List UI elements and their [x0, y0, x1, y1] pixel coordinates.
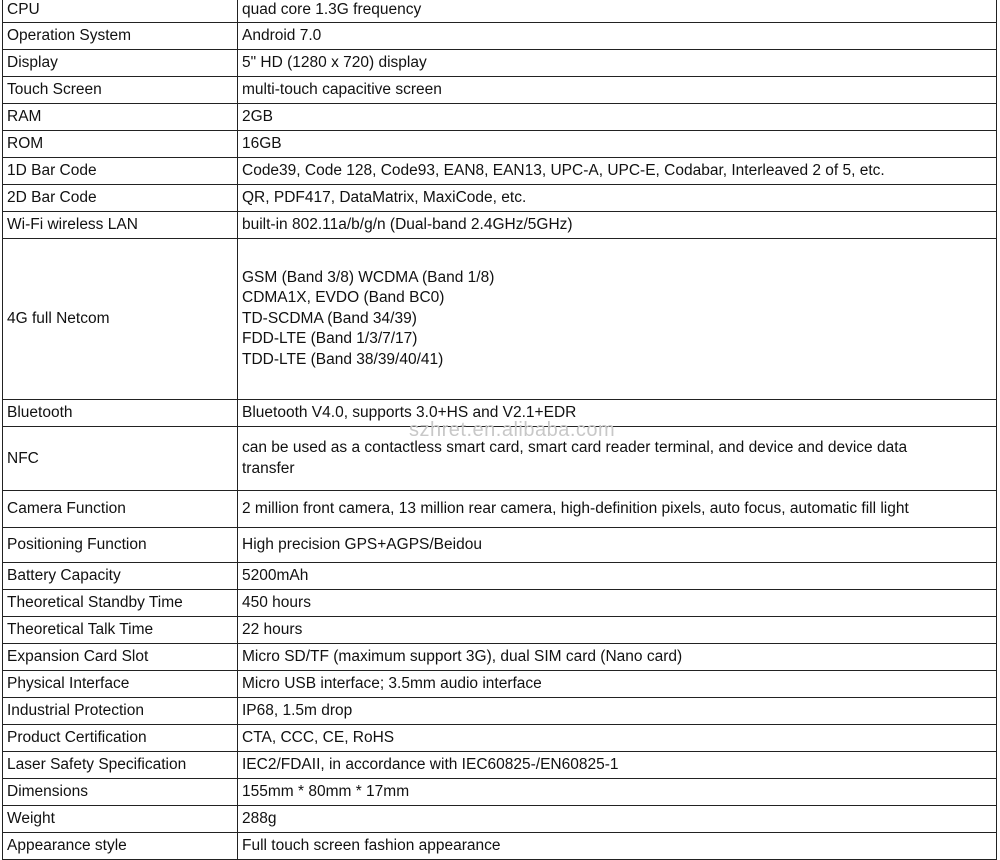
watermark-text: szhret.en.alibaba.com [409, 419, 616, 441]
spec-value: Micro USB interface; 3.5mm audio interface [238, 671, 997, 698]
spec-label: Physical Interface [3, 671, 238, 698]
spec-value: Bluetooth V4.0, supports 3.0+HS and V2.1+EDR [238, 400, 997, 427]
table-row [3, 644, 997, 671]
spec-value: 155mm * 80mm * 17mm [238, 779, 997, 806]
spec-label: 2D Bar Code [3, 185, 238, 212]
spec-label: 1D Bar Code [3, 158, 238, 185]
spec-value-line: TDD-LTE (Band 38/39/40/41) [242, 350, 444, 368]
spec-label: Laser Safety Specification [3, 752, 238, 779]
spec-value: CTA, CCC, CE, RoHS [238, 725, 997, 752]
spec-label: Bluetooth [3, 400, 238, 427]
spec-value-line: FDD-LTE (Band 1/3/7/17) [242, 330, 418, 348]
spec-value-line: transfer [242, 459, 295, 477]
spec-value-line: can be used as a contactless smart card, smart card reader terminal, and device and device data [242, 439, 908, 456]
spec-value [238, 427, 997, 491]
spec-value: 288g [238, 806, 997, 833]
spec-label: Camera Function [3, 491, 238, 528]
spec-value: 5" HD (1280 x 720) display [238, 50, 997, 77]
table-row [3, 491, 997, 528]
spec-label: Touch Screen [3, 77, 238, 104]
table-row [3, 23, 997, 50]
spec-value: QR, PDF417, DataMatrix, MaxiCode, etc. [238, 185, 997, 212]
spec-table [2, 0, 997, 860]
table-row [3, 239, 997, 400]
spec-value [238, 239, 997, 400]
table-row [3, 671, 997, 698]
spec-label: NFC [3, 427, 238, 491]
spec-label: Wi-Fi wireless LAN [3, 212, 238, 239]
spec-label: Expansion Card Slot [3, 644, 238, 671]
spec-label: 4G full Netcom [3, 239, 238, 400]
table-row [3, 131, 997, 158]
table-row [3, 0, 997, 23]
spec-value: built-in 802.11a/b/g/n (Dual-band 2.4GHz/5GHz) [238, 212, 997, 239]
table-row [3, 752, 997, 779]
table-row [3, 50, 997, 77]
table-row [3, 617, 997, 644]
table-row [3, 400, 997, 427]
spec-value: 450 hours [238, 590, 997, 617]
table-row [3, 806, 997, 833]
spec-label: Product Certification [3, 725, 238, 752]
table-row [3, 563, 997, 590]
spec-label: CPU [3, 0, 238, 23]
spec-value-line: GSM (Band 3/8) WCDMA (Band 1/8) [242, 268, 495, 286]
spec-label: Battery Capacity [3, 563, 238, 590]
spec-value: High precision GPS+AGPS/Beidou [238, 528, 997, 563]
spec-value-line: CDMA1X, EVDO (Band BC0) [242, 289, 445, 307]
table-row [3, 698, 997, 725]
table-row [3, 158, 997, 185]
spec-value: IEC2/FDAII, in accordance with IEC60825-/EN60825-1 [238, 752, 997, 779]
table-row [3, 833, 997, 860]
spec-value: Android 7.0 [238, 23, 997, 50]
spec-label: ROM [3, 131, 238, 158]
spec-value: 2GB [238, 104, 997, 131]
table-row [3, 185, 997, 212]
spec-label: Weight [3, 806, 238, 833]
spec-value: 22 hours [238, 617, 997, 644]
spec-value: Code39, Code 128, Code93, EAN8, EAN13, UPC-A, UPC-E, Codabar, Interleaved 2 of 5, etc. [238, 158, 997, 185]
spec-value: quad core 1.3G frequency [238, 0, 997, 23]
spec-label: Appearance style [3, 833, 238, 860]
spec-value: Micro SD/TF (maximum support 3G), dual SIM card (Nano card) [238, 644, 997, 671]
spec-label: RAM [3, 104, 238, 131]
spec-label: Operation System [3, 23, 238, 50]
table-row [3, 590, 997, 617]
spec-label: Display [3, 50, 238, 77]
table-row [3, 212, 997, 239]
table-row [3, 528, 997, 563]
spec-label: Theoretical Standby Time [3, 590, 238, 617]
spec-value: IP68, 1.5m drop [238, 698, 997, 725]
table-row [3, 427, 997, 491]
spec-label: Dimensions [3, 779, 238, 806]
spec-label: Theoretical Talk Time [3, 617, 238, 644]
table-row [3, 725, 997, 752]
spec-value: Full touch screen fashion appearance [238, 833, 997, 860]
table-row [3, 779, 997, 806]
spec-label: Industrial Protection [3, 698, 238, 725]
spec-value-line: TD-SCDMA (Band 34/39) [242, 309, 417, 327]
spec-value: multi-touch capacitive screen [238, 77, 997, 104]
spec-value: 5200mAh [238, 563, 997, 590]
spec-value: 2 million front camera, 13 million rear camera, high-definition pixels, auto focus, automatic fill light [238, 491, 997, 528]
spec-label: Positioning Function [3, 528, 238, 563]
table-row [3, 77, 997, 104]
table-row [3, 104, 997, 131]
spec-value: 16GB [238, 131, 997, 158]
